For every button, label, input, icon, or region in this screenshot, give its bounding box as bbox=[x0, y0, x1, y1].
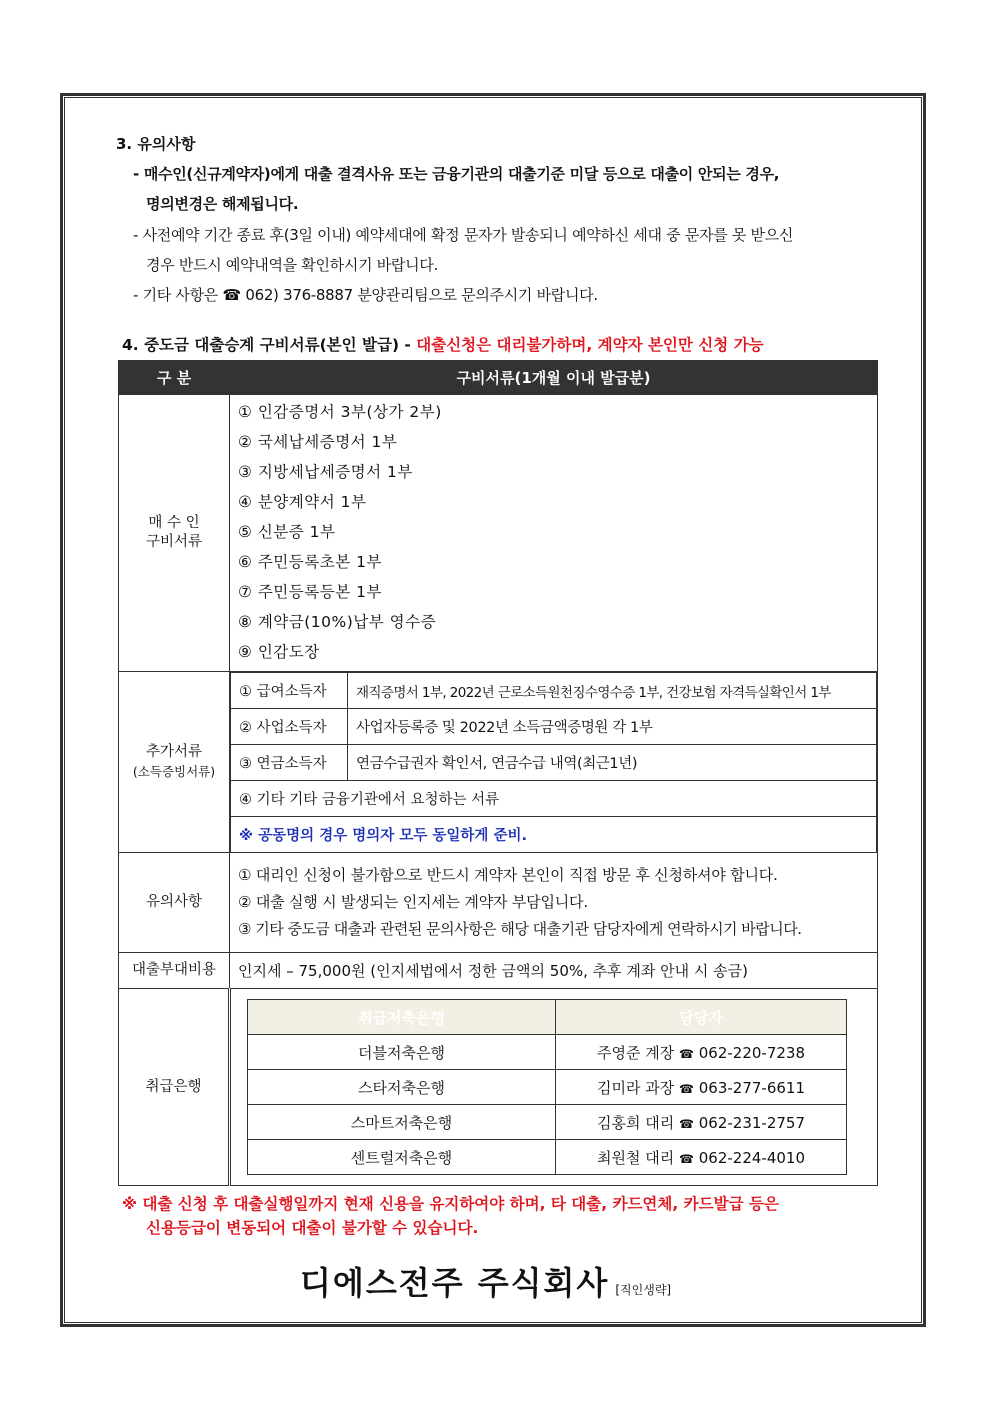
caution-item: ① 대리인 신청이 불가함으로 반드시 계약자 본인이 직접 방문 후 신청하셔야 합니다. bbox=[238, 866, 778, 884]
caution-row bbox=[119, 853, 878, 953]
other-docs: ④ 기타 기타 금융기관에서 요청하는 서류 bbox=[231, 781, 877, 817]
bank-name: 더블저축은행 bbox=[248, 1035, 556, 1070]
buyer-docs-row bbox=[119, 395, 878, 672]
banks-label: 취급은행 bbox=[119, 989, 230, 1186]
bank-contact bbox=[556, 1035, 847, 1070]
telephone-icon: ☎ bbox=[679, 1046, 694, 1061]
documents-table-header bbox=[119, 361, 878, 395]
section3-item1-line2: 명의변경은 해제됩니다. bbox=[146, 195, 299, 213]
buyer-docs-label bbox=[119, 395, 230, 672]
telephone-icon: ☎ bbox=[679, 1081, 694, 1096]
income-proof-table bbox=[230, 672, 877, 852]
section3-item3-post: 062) 376-8887 분양관리팀으로 문의주시기 바랍니다. bbox=[240, 286, 598, 304]
bank-contact bbox=[556, 1140, 847, 1175]
extra-docs-label bbox=[119, 672, 230, 853]
contact-person: 최원철 대리 bbox=[597, 1148, 675, 1167]
income-docs: 재직증명서 1부, 2022년 근로소득원천징수영수증 1부, 건강보험 자격득실확인서 1부 bbox=[348, 673, 877, 709]
buyer-label-line2: 구비서류 bbox=[145, 534, 203, 550]
bank-contact bbox=[556, 1070, 847, 1105]
company-name: 디에스전주 주식회사 bbox=[300, 1264, 610, 1302]
bank-contact bbox=[556, 1105, 847, 1140]
banks-row bbox=[119, 989, 878, 1186]
documents-table bbox=[118, 360, 878, 1186]
contact-person: 주영준 계장 bbox=[597, 1043, 675, 1062]
joint-note-row bbox=[231, 817, 877, 853]
fee-label: 대출부대비용 bbox=[119, 953, 230, 989]
credit-notice-line1: ※ 대출 신청 후 대출실행일까지 현재 신용을 유지하여야 하며, 타 대출, 카드연체, 카드발급 등은 bbox=[122, 1195, 779, 1213]
contact-phone: 062-220-7238 bbox=[698, 1043, 805, 1062]
extra-label-line2: (소득증빙서류) bbox=[132, 764, 216, 779]
buyer-label-line1: 매 수 인 bbox=[148, 515, 200, 531]
doc-item: ⑦ 주민등록등본 1부 bbox=[238, 583, 382, 601]
credit-notice bbox=[122, 1192, 779, 1240]
section3-item1-line1: - 매수인(신규계약자)에게 대출 결격사유 또는 금융기관의 대출기준 미달 등으로 대출이 안되는 경우, bbox=[133, 165, 780, 183]
doc-item: ① 인감증명서 3부(상가 2부) bbox=[238, 403, 442, 421]
bank-header: 취급저축은행 bbox=[248, 1000, 556, 1035]
income-docs: 연금수급권자 확인서, 연금수급 내역(최근1년) bbox=[348, 745, 877, 781]
joint-ownership-note: ※ 공동명의 경우 명의자 모두 동일하게 준비. bbox=[231, 817, 877, 853]
banks-cell bbox=[230, 989, 878, 1186]
income-row bbox=[231, 673, 877, 709]
contact-person: 김미라 과장 bbox=[597, 1078, 675, 1097]
extra-docs-row bbox=[119, 672, 878, 853]
fee-row bbox=[119, 953, 878, 989]
header-category: 구 분 bbox=[119, 361, 230, 395]
company-signature bbox=[300, 1258, 671, 1304]
bank-name: 스마트저축은행 bbox=[248, 1105, 556, 1140]
doc-item: ③ 지방세납세증명서 1부 bbox=[238, 463, 413, 481]
bank-name: 센트럴저축은행 bbox=[248, 1140, 556, 1175]
doc-item: ② 국세납세증명서 1부 bbox=[238, 433, 398, 451]
credit-notice-line2: 신용등급이 변동되어 대출이 불가할 수 있습니다. bbox=[146, 1219, 479, 1237]
doc-item: ⑨ 인감도장 bbox=[238, 643, 320, 661]
bank-row bbox=[248, 1035, 847, 1070]
bank-contacts-table bbox=[247, 999, 847, 1175]
bank-row bbox=[248, 1140, 847, 1175]
section3-item2-line1: - 사전예약 기간 종료 후(3일 이내) 예약세대에 확정 문자가 발송되니 예약하신 세대 중 문자를 못 받으신 bbox=[133, 226, 794, 244]
contact-phone: 062-224-4010 bbox=[698, 1148, 805, 1167]
section4-title bbox=[122, 333, 764, 355]
doc-item: ④ 분양계약서 1부 bbox=[238, 493, 367, 511]
section3-title: 3. 유의사항 bbox=[116, 135, 196, 153]
income-row bbox=[231, 745, 877, 781]
telephone-icon: ☎ bbox=[679, 1116, 694, 1131]
bank-row bbox=[248, 1070, 847, 1105]
extra-docs-cell bbox=[230, 672, 878, 853]
caution-label: 유의사항 bbox=[119, 853, 230, 953]
telephone-icon: ☎ bbox=[222, 286, 241, 304]
caution-list bbox=[230, 853, 878, 953]
other-docs-row bbox=[231, 781, 877, 817]
section3-item3-pre: - 기타 사항은 bbox=[133, 286, 223, 304]
bank-header-row bbox=[248, 1000, 847, 1035]
income-type: ③ 연금소득자 bbox=[231, 745, 348, 781]
header-documents: 구비서류(1개월 이내 발급분) bbox=[230, 361, 878, 395]
contact-phone: 063-277-6611 bbox=[698, 1078, 805, 1097]
section3-item3 bbox=[133, 284, 598, 305]
contact-person: 김홍희 대리 bbox=[597, 1113, 675, 1132]
doc-item: ⑥ 주민등록초본 1부 bbox=[238, 553, 382, 571]
buyer-docs-list bbox=[230, 395, 878, 672]
income-row bbox=[231, 709, 877, 745]
seal-omitted-note: [직인생략] bbox=[615, 1283, 672, 1297]
income-docs: 사업자등록증 및 2022년 소득금액증명원 각 1부 bbox=[348, 709, 877, 745]
section4-title-main: 4. 중도금 대출승계 구비서류(본인 발급) - bbox=[122, 336, 417, 354]
contact-header: 담당자 bbox=[556, 1000, 847, 1035]
caution-item: ③ 기타 중도금 대출과 관련된 문의사항은 해당 대출기관 담당자에게 연락하시기 바랍니다. bbox=[238, 920, 802, 938]
bank-name: 스타저축은행 bbox=[248, 1070, 556, 1105]
doc-item: ⑤ 신분증 1부 bbox=[238, 523, 336, 541]
income-type: ② 사업소득자 bbox=[231, 709, 348, 745]
section3-item2-line2: 경우 반드시 예약내역을 확인하시기 바랍니다. bbox=[146, 256, 438, 274]
section4-title-warning: 대출신청은 대리불가하며, 계약자 본인만 신청 가능 bbox=[416, 336, 764, 354]
fee-value: 인지세 – 75,000원 (인지세법에서 정한 금액의 50%, 추후 계좌 안내 시 송금) bbox=[230, 953, 878, 989]
doc-item: ⑧ 계약금(10%)납부 영수증 bbox=[238, 613, 437, 631]
contact-phone: 062-231-2757 bbox=[698, 1113, 805, 1132]
bank-row bbox=[248, 1105, 847, 1140]
income-type: ① 급여소득자 bbox=[231, 673, 348, 709]
extra-label-line1: 추가서류 bbox=[145, 744, 203, 760]
telephone-icon: ☎ bbox=[679, 1151, 694, 1166]
caution-item: ② 대출 실행 시 발생되는 인지세는 계약자 부담입니다. bbox=[238, 893, 588, 911]
